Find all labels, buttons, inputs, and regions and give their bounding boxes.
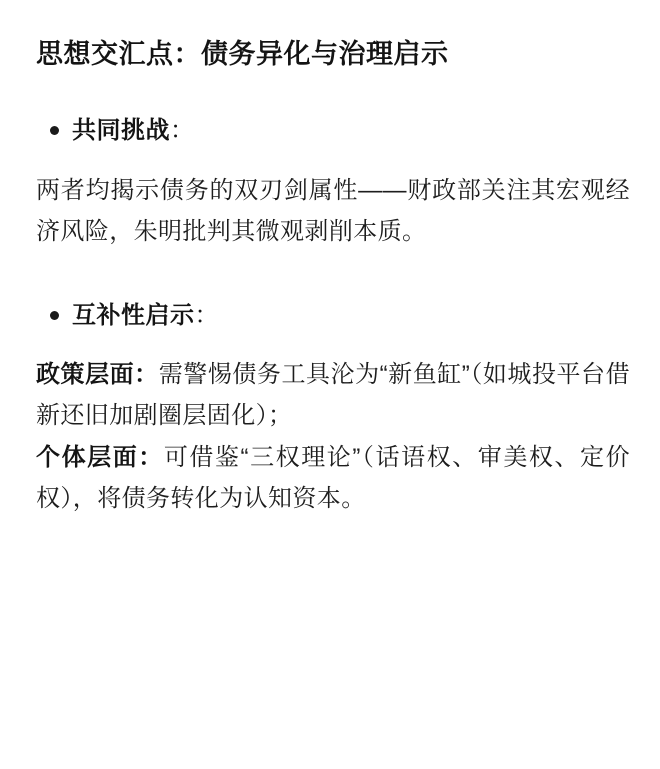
section-heading-colon: ： <box>194 301 219 329</box>
page-title: 思想交汇点：债务异化与治理启示 <box>36 39 449 69</box>
policy-level-text: 需警惕债务工具沦为“新鱼缸”（如城投平台借新还旧加剧圈层固化）； <box>36 361 631 430</box>
bullet-dot-icon <box>50 311 59 320</box>
section-body-common-challenge: 两者均揭示债务的双刃剑属性——财政部关注其宏观经济风险，朱明批判其微观剥削本质。 <box>36 177 630 246</box>
section-heading-label: 共同挑战 <box>72 117 170 145</box>
section-heading-text <box>72 299 219 333</box>
bullet-dot-icon <box>50 126 59 135</box>
section-heading-colon: ： <box>170 117 195 145</box>
section-heading-common-challenge <box>36 114 630 148</box>
section-body-complementary-insight <box>36 354 630 519</box>
policy-level-label: 政策层面： <box>36 361 159 389</box>
section-heading-label: 互补性启示 <box>72 301 195 329</box>
section-heading-text <box>72 114 195 148</box>
individual-level-label: 个体层面： <box>36 443 164 471</box>
individual-level-text: 可借鉴“三权理论”（话语权、审美权、定价权），将债务转化为认知资本。 <box>36 443 631 512</box>
section-heading-complementary-insight <box>36 299 630 333</box>
